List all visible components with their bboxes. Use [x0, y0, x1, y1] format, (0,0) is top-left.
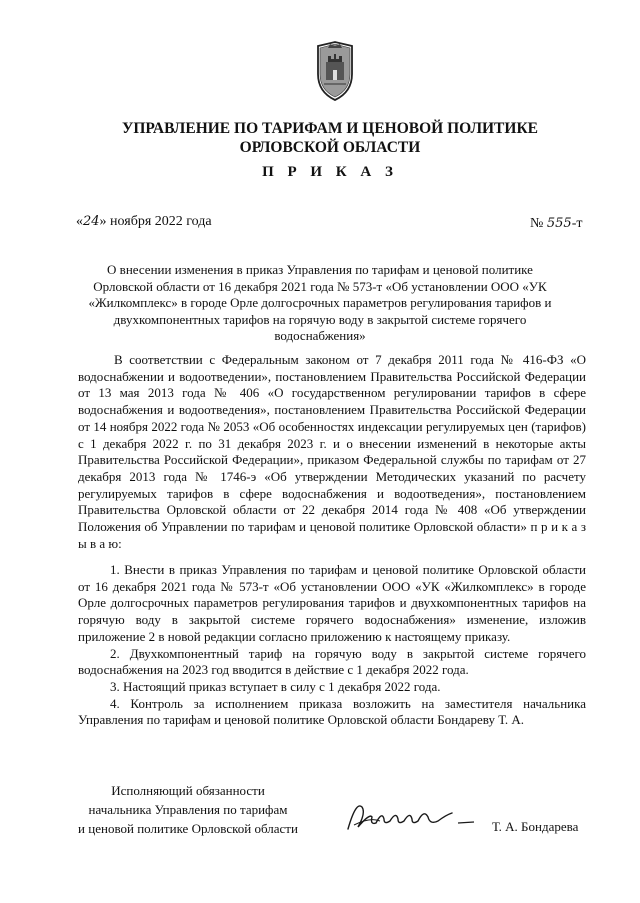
- preamble-paragraph: В соответствии с Федеральным законом от 7 декабря 2011 года № 416-ФЗ «О водоснабжении и водоотведении», постановлением Правительства Российской Федерации от 13 мая 2013 года № 406 «О государственном регулировании тарифов в сфере водоснабжения и водоотведения», постановлением Правительства Российской Федерации от 14 ноября 2022 года № 2053 «Об особенностях индексации регулируемых цен (тарифов) с 1 декабря 2022 г. по 31 декабря 2023 г. и о внесении изменений в некоторые акты Правительства Российской Федерации», приказом Федеральной службы по тарифам от 27 декабря 2013 года № 1746-э «Об утверждении Методических указаний по расчету регулируемых тарифов в сфере водоснабжения и водоотведения», постановлением Правительства Орловской области от 22 декабря 2014 года № 408 «Об утверждении Положения об Управлении по тарифам и ценовой политике Орловской области» п р и к а з ы в а ю:: [78, 352, 586, 551]
- document-number: [530, 216, 582, 232]
- issuer-title-line2: ОРЛОВСКОЙ ОБЛАСТИ: [239, 139, 421, 156]
- signatory-position: [62, 781, 314, 838]
- document-subject: О внесении изменения в приказ Управления по тарифам и ценовой политике Орловской области от 16 декабря 2021 года № 573-т «Об установлении ООО «УК «Жилкомплекс» в городе Орле долгосрочных параметров регулирования тарифов и двухкомпонентных тарифов на горячую воду в закрытой системе горячего водоснабжения»: [88, 262, 552, 344]
- number-handwritten: 555: [546, 216, 572, 231]
- issuer-title-line1: УПРАВЛЕНИЕ ПО ТАРИФАМ И ЦЕНОВОЙ ПОЛИТИКЕ: [121, 120, 539, 137]
- document-type: П Р И К А З: [262, 164, 398, 180]
- order-item-4: 4. Контроль за исполнением приказа возложить на заместителя начальника Управления по тарифам и ценовой политике Орловской области Бондареву Т. А.: [78, 695, 586, 728]
- order-item-1: 1. Внести в приказ Управления по тарифам и ценовой политике Орловской области от 16 декабря 2021 года № 573-т «Об установлении ООО «УК «Жилкомплекс» в городе Орле долгосрочных параметров регулирования тарифов и двухкомпонентных тарифов на горячую воду в закрытой системе горячего водоснабжения» изменение, изложив приложение 2 в новой редакции согласно приложению к настоящему приказу.: [78, 562, 586, 644]
- date-day-handwritten: 24: [83, 214, 100, 229]
- number-suffix: -т: [571, 216, 583, 231]
- coat-of-arms-icon: [310, 40, 360, 102]
- signatory-name: Т. А. Бондарева: [492, 819, 579, 834]
- signatory-position-line3: и ценовой политике Орловской области: [78, 821, 298, 836]
- signatory-position-line2: начальника Управления по тарифам: [88, 802, 288, 817]
- number-prefix: №: [530, 216, 544, 231]
- date-open-quote: «: [76, 214, 83, 229]
- order-items: [78, 562, 586, 729]
- signatory-position-line1: Исполняющий обязанности: [111, 783, 265, 798]
- handwritten-signature: [340, 795, 480, 840]
- order-item-2: 2. Двухкомпонентный тариф на горячую воду в закрытой системе горячего водоснабжения на 2023 год вводится в действие с 1 декабря 2022 года.: [78, 645, 586, 678]
- date-month-year: » ноября 2022 года: [99, 214, 212, 229]
- order-item-3: 3. Настоящий приказ вступает в силу с 1 декабря 2022 года.: [110, 678, 441, 694]
- document-date: [76, 214, 212, 230]
